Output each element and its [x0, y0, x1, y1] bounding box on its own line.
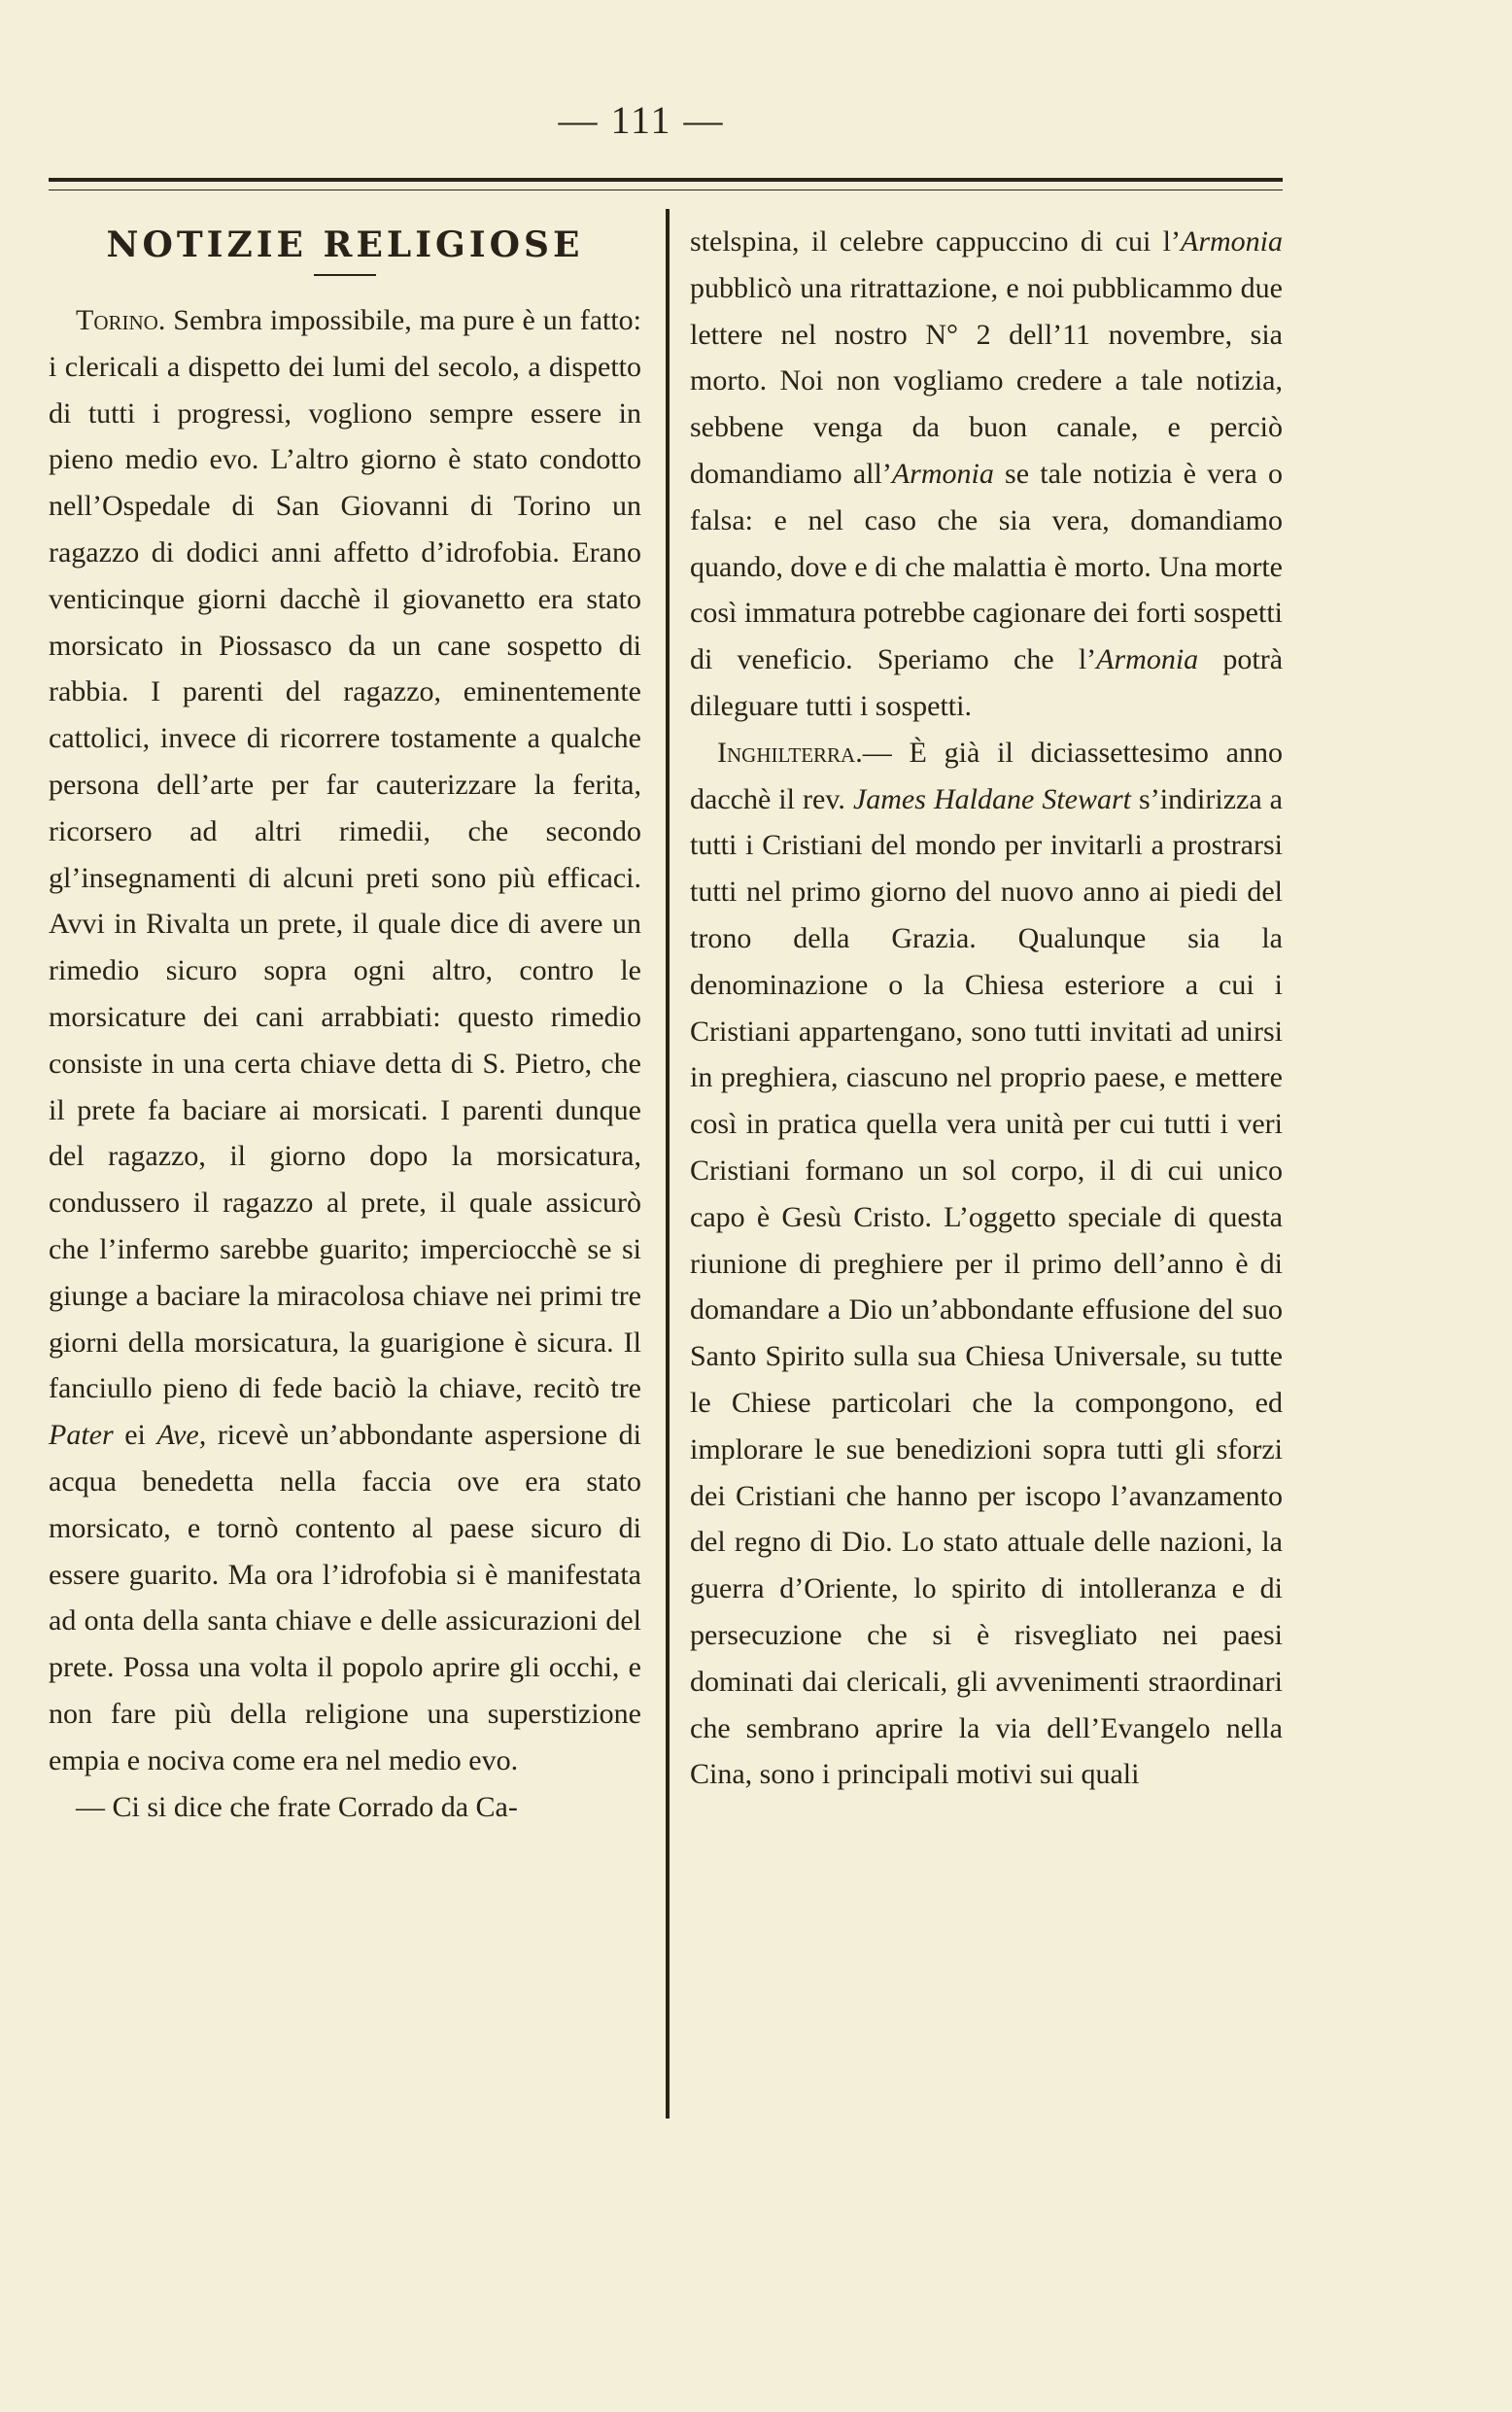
article-inghilterra — [690, 730, 1283, 1798]
column-divider — [666, 209, 670, 2119]
article-torino-text: Sembra impossibile, ma pure è un fatto: i clericali a dispetto dei lumi del secolo, a dispetto di tutti i progressi, vogliono sempre essere in pieno medio evo. L’altro giorno è stato condotto nell’Ospedale di San Giovanni di Torino un ragazzo di dodici anni affetto d’idrofobia. Erano venticinque giorni dacchè il giovanetto era stato morsicato in Piossasco da un cane sospetto di rabbia. I parenti del ragazzo, eminentemente cattolici, invece di ricorrere tostamente a qualche persona dell’arte per far cauterizzare la ferita, ricorsero ad altri rimedii, che secondo gl’insegnamenti di alcuni preti sono più efficaci. Avvi in Rivalta un prete, il quale dice di avere un rimedio sicuro sopra ogni altro, contro le morsicature dei cani arrabbiati: questo rimedio consiste in una certa chiave detta di S. Pietro, che il prete fa baciare ai morsicati. I parenti dunque del ragazzo, il giorno dopo la morsicatura, condussero il ragazzo al prete, il quale assicurò che l’infermo sarebbe guarito; imperciocchè se si giunge a baciare la miracolosa chiave nei primi tre giorni della morsicatura, la guarigione è sicura. Il fanciullo pieno di fede baciò la chiave, recitò tre — [49, 304, 642, 1405]
corrado-text-d: potrà dileguare tutti i sospetti. — [690, 643, 1284, 722]
section-title: NOTIZIE RELIGIOSE — [106, 224, 584, 265]
article-torino-end: ricevè un’abbondante aspersione di acqua benedetta nella faccia ove era stato morsicato, e tornò contento al paese sicuro di essere guarito. Ma ora l’idrofobia si è manifestata ad onta della santa chiave e delle assicurazioni del prete. Possa una volta il popolo aprire gli occhi, e non fare più della religione una superstizione empia e nociva come era nel medio evo. — [49, 1419, 641, 1776]
article-corrado-continued — [690, 219, 1283, 730]
inghilterra-text-a: — È già il diciassettesimo anno dacchè il rev. — [690, 736, 1283, 815]
inghilterra-text-b: s’indirizza a tutti i Cristiani del mondo per invitarli a prostrarsi tutti nel primo giorno del nuovo anno ai piedi del trono della Grazia. Qualunque sia la denominazione o la Chiesa esteriore a cui i Cristiani appartengano, sono tutti invitati ad unirsi in preghiera, ciascuno nel proprio paese, e mettere così in pratica quella vera unità per cui tutti i veri Cristiani formano un sol corpo, il di cui unico capo è Gesù Cristo. L’oggetto speciale di questa riunione di preghiere per il primo dell’anno è di domandare a Dio un’abbondante effusione del suo Santo Spirito sulla sua Chiesa Universale, su tutte le Chiese particolari che la compongono, ed implorare le sue benedizioni sopra tutti gli sforzi dei Cristiani che hanno per iscopo l’avanzamento del regno di Dio. Lo stato attuale delle nazioni, la guerra d’Oriente, lo spirito di intolleranza e di persecuzione che si è risvegliato nei paesi dominati dai clericali, gli avvenimenti straordinari che sembrano aprire la via dell’Evangelo nella Cina, sono i principali motivi sui quali — [690, 782, 1283, 1791]
corrado-text-a: stelspina, il celebre cappuccino di cui l’ — [690, 225, 1181, 258]
corrado-text-c: se tale notizia è vera o falsa: e nel caso che sia vera, domandiamo quando, dove e di che malattia è morto. Una morte così immatura potrebbe cagionare dei forti sospetti di veneficio. Speriamo che l’ — [690, 457, 1283, 676]
italic-armonia-2: Armonia — [891, 457, 994, 490]
left-column — [49, 219, 641, 1830]
italic-pater: Pater — [49, 1419, 114, 1452]
header-rule — [49, 178, 1283, 182]
italic-name-stewart: James Haldane Stewart — [852, 782, 1131, 815]
place-inghilterra: Inghilterra. — [717, 736, 863, 769]
corrado-text-b: pubblicò una ritrattazione, e noi pubblicammo due lettere nel nostro N° 2 dell’11 novembre, sia morto. Noi non vogliamo credere a tale notizia, sebbene venga da buon canale, e perciò domandiamo all’ — [690, 271, 1283, 490]
article-corrado-start: — Ci si dice che frate Corrado da Ca- — [76, 1790, 518, 1823]
italic-armonia-1: Armonia — [1181, 225, 1283, 258]
place-torino: Torino. — [76, 304, 166, 336]
italic-ave: Ave, — [156, 1419, 207, 1452]
italic-armonia-3: Armonia — [1096, 643, 1199, 676]
right-column — [690, 219, 1283, 1798]
article-torino — [49, 297, 641, 1784]
page-number: — 111 — — [558, 98, 725, 142]
title-rule — [314, 274, 376, 276]
article-torino-mid: ei — [124, 1419, 146, 1452]
